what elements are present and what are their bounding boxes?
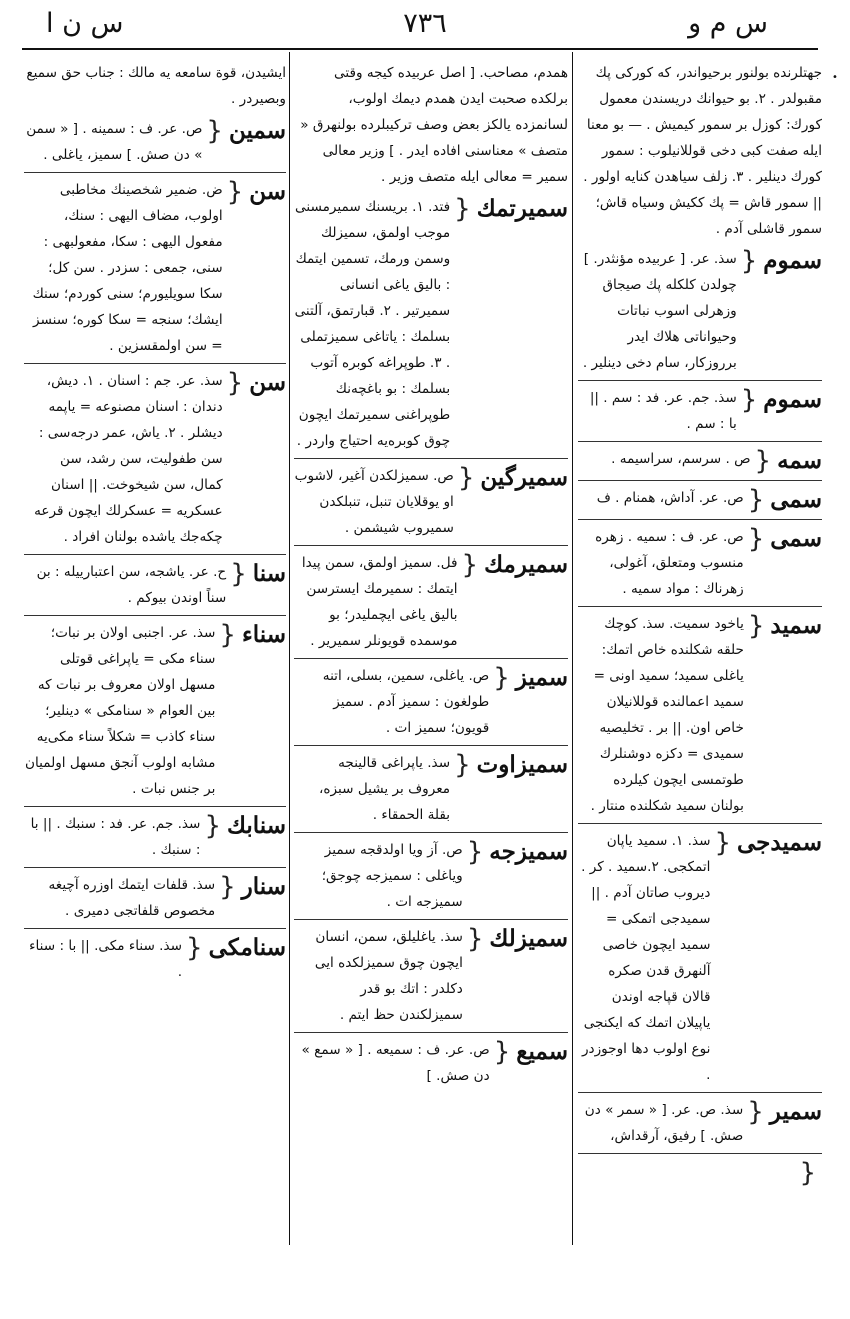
- entry-headword: سمین: [228, 117, 286, 144]
- entry-headword: سمی: [770, 486, 822, 513]
- dictionary-entry: [578, 246, 822, 376]
- dictionary-entry: [24, 116, 286, 168]
- entry-definition: سذ. عر. [ عربیده مؤنثدر. ] چولدن کلکله پك صیجاق وزهرلی اسوب نباتات وحیواناتی هلاك ایدر برروزکار، سام دخی دینلیر .: [582, 251, 737, 371]
- dictionary-entry: [578, 380, 822, 437]
- dictionary-entry: [294, 832, 568, 915]
- entry-headword: سموم: [763, 386, 822, 413]
- entry-headword: سمیدجی: [737, 829, 822, 856]
- dictionary-entry: [294, 545, 568, 654]
- brace-icon: {: [204, 811, 221, 841]
- entry-headword: سموم: [763, 247, 822, 274]
- brace-icon: {: [466, 924, 484, 954]
- entry-definition: ض. ضمیر شخصینك مخاطبی اولوب، مضاف الیهی : سنك، مفعول الیهی : سکا، مفعولبهی : سنی، جمعی : سزدر . سن کل؛ سکا سویلیورم؛ سنی کوردم؛ سنك ایشك؛ سنجه = سکا کوره؛ سنسز = سن اولمقسزین .: [32, 182, 223, 354]
- brace-icon: {: [230, 559, 247, 589]
- brace-icon: {: [740, 385, 758, 415]
- column-left: [24, 60, 286, 1245]
- entry-definition: ص. عر. ف : سمیعه . [ « سمع » دن صش. ]: [301, 1042, 490, 1084]
- brace-icon: {: [747, 611, 765, 641]
- brace-icon: {: [461, 550, 479, 580]
- entry-headword: سمیزاوت: [476, 751, 568, 778]
- header-left-letters: س ن ا: [46, 8, 124, 39]
- entry-definition: ص. یاغلی، سمین، بسلی، اتنه طولغون : سمیز آدم . سمیز قویون؛ سمیز ات .: [322, 668, 490, 736]
- dictionary-entry: [294, 658, 568, 741]
- entry-headword: سنار: [241, 873, 286, 900]
- brace-icon: {: [747, 1097, 764, 1127]
- dictionary-entry: [24, 806, 286, 863]
- brace-icon: {: [219, 872, 236, 902]
- brace-icon: {: [747, 485, 765, 515]
- entry-definition: سذ. یاغلیلق، سمن، انسان ایچون چوق سمیزلکده ایی دکلدر : اتك بو قدر سمیزلکندن حظ ایتم .: [314, 929, 463, 1023]
- entry-headword: سناء: [241, 621, 286, 648]
- brace-icon: {: [226, 177, 244, 207]
- column-right: [578, 60, 822, 1245]
- entry-definition: سذ. یاپراغی قالینجه معروف بر یشیل سبزه، بقلة الحمقاء .: [319, 755, 451, 823]
- dictionary-entry: [24, 363, 286, 550]
- entry-headword: سمید: [770, 612, 822, 639]
- continued-text: جهتلرنده بولنور برحیواندر، که کورکی پك مقبولدر . ۲. بو حیوانك دریسندن معمول کورك: کوزل بر سمور کیمیش . — بو معنا ایله صفت کبی دخی قوللانیلوب : سمور کورك دینلیر . ۳. زلف سیاهدن کنایه اولور . || سمور قاش = پك ککیش وسیاه قاش؛ سمور قاشلی آدم .: [583, 65, 822, 237]
- brace-icon: {: [493, 663, 510, 693]
- dictionary-entry: [24, 867, 286, 924]
- entry-definition: فل. سمیز اولمق، سمن پیدا ایتمك : سمیرمك ایسترسن بالیق یاغی ایچملیدر؛ بو موسمده قویونلر سمیریر .: [301, 555, 458, 649]
- entry-definition: یاخود سمیت. سذ. کوچك حلقه شکلنده خاص اتمك: یاغلی سمید؛ سمید اونی = سمید اعمالنده قوللانیلان خاص اون. || بر . تخلیصیه سمیدی = دکزه دوشنلرك طوتمسی ایچون کیلرده بولنان سمید شکلنده منتار .: [590, 616, 744, 814]
- entry-headword: سمیرگین: [480, 464, 568, 491]
- brace-icon: {: [714, 828, 732, 858]
- entry-definition: سذ. جم. عر. فد : سنبك . || با : سنبك .: [30, 816, 201, 858]
- brace-icon: {: [747, 524, 765, 554]
- header-rule: [22, 48, 818, 50]
- brace-icon: {: [799, 1158, 816, 1188]
- entry-definition: سذ. ۱. سمید یاپان اتمکجی. ۲.سمید . کر . دیروب صاتان آدم . || سمیدجی اتمکی = سمید ایچون خاصی آلنهرق قدن صکره قالان قپاجه اوندن یاپیلان اتمك که ایکنجی نوع اولوب دها اوجوزدر .: [581, 833, 711, 1083]
- entry-definition: ص. سمیزلکدن آغیر، لاشوب او یوقلایان تنبل، تنبلکدن سمیروب شیشمن .: [294, 468, 454, 536]
- entry-headword: سمیزلك: [489, 925, 568, 952]
- entry-definition: ص. عر. ف : سمیه . زهره منسوب ومتعلق، آغولی، زهرناك : مواد سمیه .: [595, 529, 744, 597]
- entry-definition: ح. عر. یاشجه، سن اعتبارییله : بن سناً اوندن بیوکم .: [36, 564, 227, 606]
- entry-definition: ص. آز ویا اولدقجه سمیز ویاغلی : سمیزجه چوجق؛ سمیزجه ات .: [321, 842, 463, 910]
- entry-headword: سنابك: [226, 812, 286, 839]
- entry-headword: سنا: [252, 560, 286, 587]
- dictionary-entry: [578, 1153, 822, 1188]
- dictionary-entry: [294, 919, 568, 1028]
- brace-icon: {: [740, 246, 758, 276]
- dictionary-entry: [24, 172, 286, 359]
- entry-definition: فتد. ۱. بریسنك سمیرمسنی موجب اولمق، سمیزلك وسمن ورمك، تسمین ایتمك : بالیق یاغی انسانی سمیرتیر . ۲. قبارتمق، آلتنی بسلمك : یاتاغی سمیزتملی . ۳. طوپراغه کوبره آتوب بسلمك : بو باغچه‌نك طوپراغنی سمیرتمك ایچون چوق کوبره‌یه احتیاج واردر .: [294, 199, 451, 449]
- header-right-letters: س م و: [688, 8, 768, 39]
- column-divider-left: [289, 52, 290, 1245]
- brace-icon: {: [466, 837, 484, 867]
- entry-headword: سمیزجه: [489, 838, 568, 865]
- dictionary-entry: [578, 480, 822, 515]
- dictionary-entry: [294, 458, 568, 541]
- dictionary-entry: [24, 554, 286, 611]
- entry-headword: سن: [249, 178, 286, 205]
- dictionary-entry: [294, 745, 568, 828]
- column-divider-right: [572, 52, 573, 1245]
- page-number: ٧٣٦: [403, 8, 447, 39]
- entry-headword: سن: [249, 369, 286, 396]
- brace-icon: {: [219, 620, 236, 650]
- dictionary-entry: [578, 519, 822, 602]
- brace-icon: {: [206, 116, 223, 146]
- brace-icon: {: [454, 194, 471, 224]
- dictionary-entry: [578, 606, 822, 819]
- dictionary-entry: [294, 1032, 568, 1089]
- entry-headword: سمه: [777, 447, 822, 474]
- margin-mark: •: [832, 72, 838, 83]
- dictionary-entry: [578, 441, 822, 476]
- entry-headword: سمیرتمك: [476, 195, 568, 222]
- dictionary-entry: [24, 615, 286, 802]
- continued-text: ایشیدن، قوة سامعه یه مالك : جناب حق سمیع وبصیردر .: [26, 65, 286, 107]
- entry-headword: سمیز: [515, 664, 568, 691]
- brace-icon: {: [186, 933, 203, 963]
- entry-headword: سمیع: [516, 1038, 568, 1065]
- entry-definition: سذ. جم. عر. فد : سم . || با : سم .: [589, 390, 737, 432]
- entry-definition: ص . سرسم، سراسیمه .: [611, 451, 751, 467]
- continued-text: همدم، مصاحب. [ اصل عربیده کیجه وقتی برلکده صحبت ایدن همدم دیمك اولوب، لسانمزده یالکز بعض وصف ترکیبلرده بولنهرق « متصف » معناسنی افاده ایدر . ] وزیر معالی سمیر = معالی ایله متصف وزیر .: [300, 65, 568, 185]
- entry-headword: سمیر: [769, 1098, 822, 1125]
- entry-headword: سمی: [770, 525, 822, 552]
- dictionary-entry: [578, 1092, 822, 1149]
- column-middle: [294, 60, 568, 1245]
- entry-definition: سذ. سناء مکی. || با : سناء .: [29, 938, 183, 980]
- dictionary-entry: [24, 928, 286, 985]
- dictionary-entry: [578, 823, 822, 1088]
- entry-definition: ص. عر. ف : سمینه . [ « سمن » دن صش. ] سمیز، یاغلی .: [26, 121, 203, 163]
- entry-definition: سذ. عر. اجنبی اولان بر نبات؛ سناء مکی = یاپراغی قوتلی مسهل اولان معروف بر نبات که بین العوام « سنامکی » دینلیر؛ سناء کاذب = شکلاً سناء مکی‌یه مشابه اولوب آنجق مسهل اولمیان بر جنس نبات .: [24, 625, 216, 797]
- brace-icon: {: [454, 750, 471, 780]
- brace-icon: {: [457, 463, 475, 493]
- dictionary-entry: [294, 194, 568, 454]
- entry-headword: سنامکی: [208, 934, 286, 961]
- entry-definition: سذ. عر. جم : اسنان . ۱. دیش، دندان : اسنان مصنوعه = یاپمه دیشلر . ۲. یاش، عمر درجه‌سی : سن طفولیت، سن رشد، سن کمال، سن شیخوخت. || اسنان عسکریه = عسکرلك ایچون قرعه چکه‌جك یاشده بولنان افراد .: [34, 373, 223, 545]
- entry-definition: سذ. قلفات ایتمك اوزره آچیغه مخصوص قلفاتجی دمیری .: [48, 877, 216, 919]
- brace-icon: {: [754, 446, 772, 476]
- brace-icon: {: [226, 368, 244, 398]
- entry-headword: سمیرمك: [484, 551, 568, 578]
- entry-definition: سذ. ص. عر. [ « سمر » دن صش. ] رفیق، آرقداش،: [584, 1102, 744, 1144]
- brace-icon: {: [493, 1037, 511, 1067]
- entry-definition: ص. عر. آداش، همنام . ف: [596, 490, 744, 506]
